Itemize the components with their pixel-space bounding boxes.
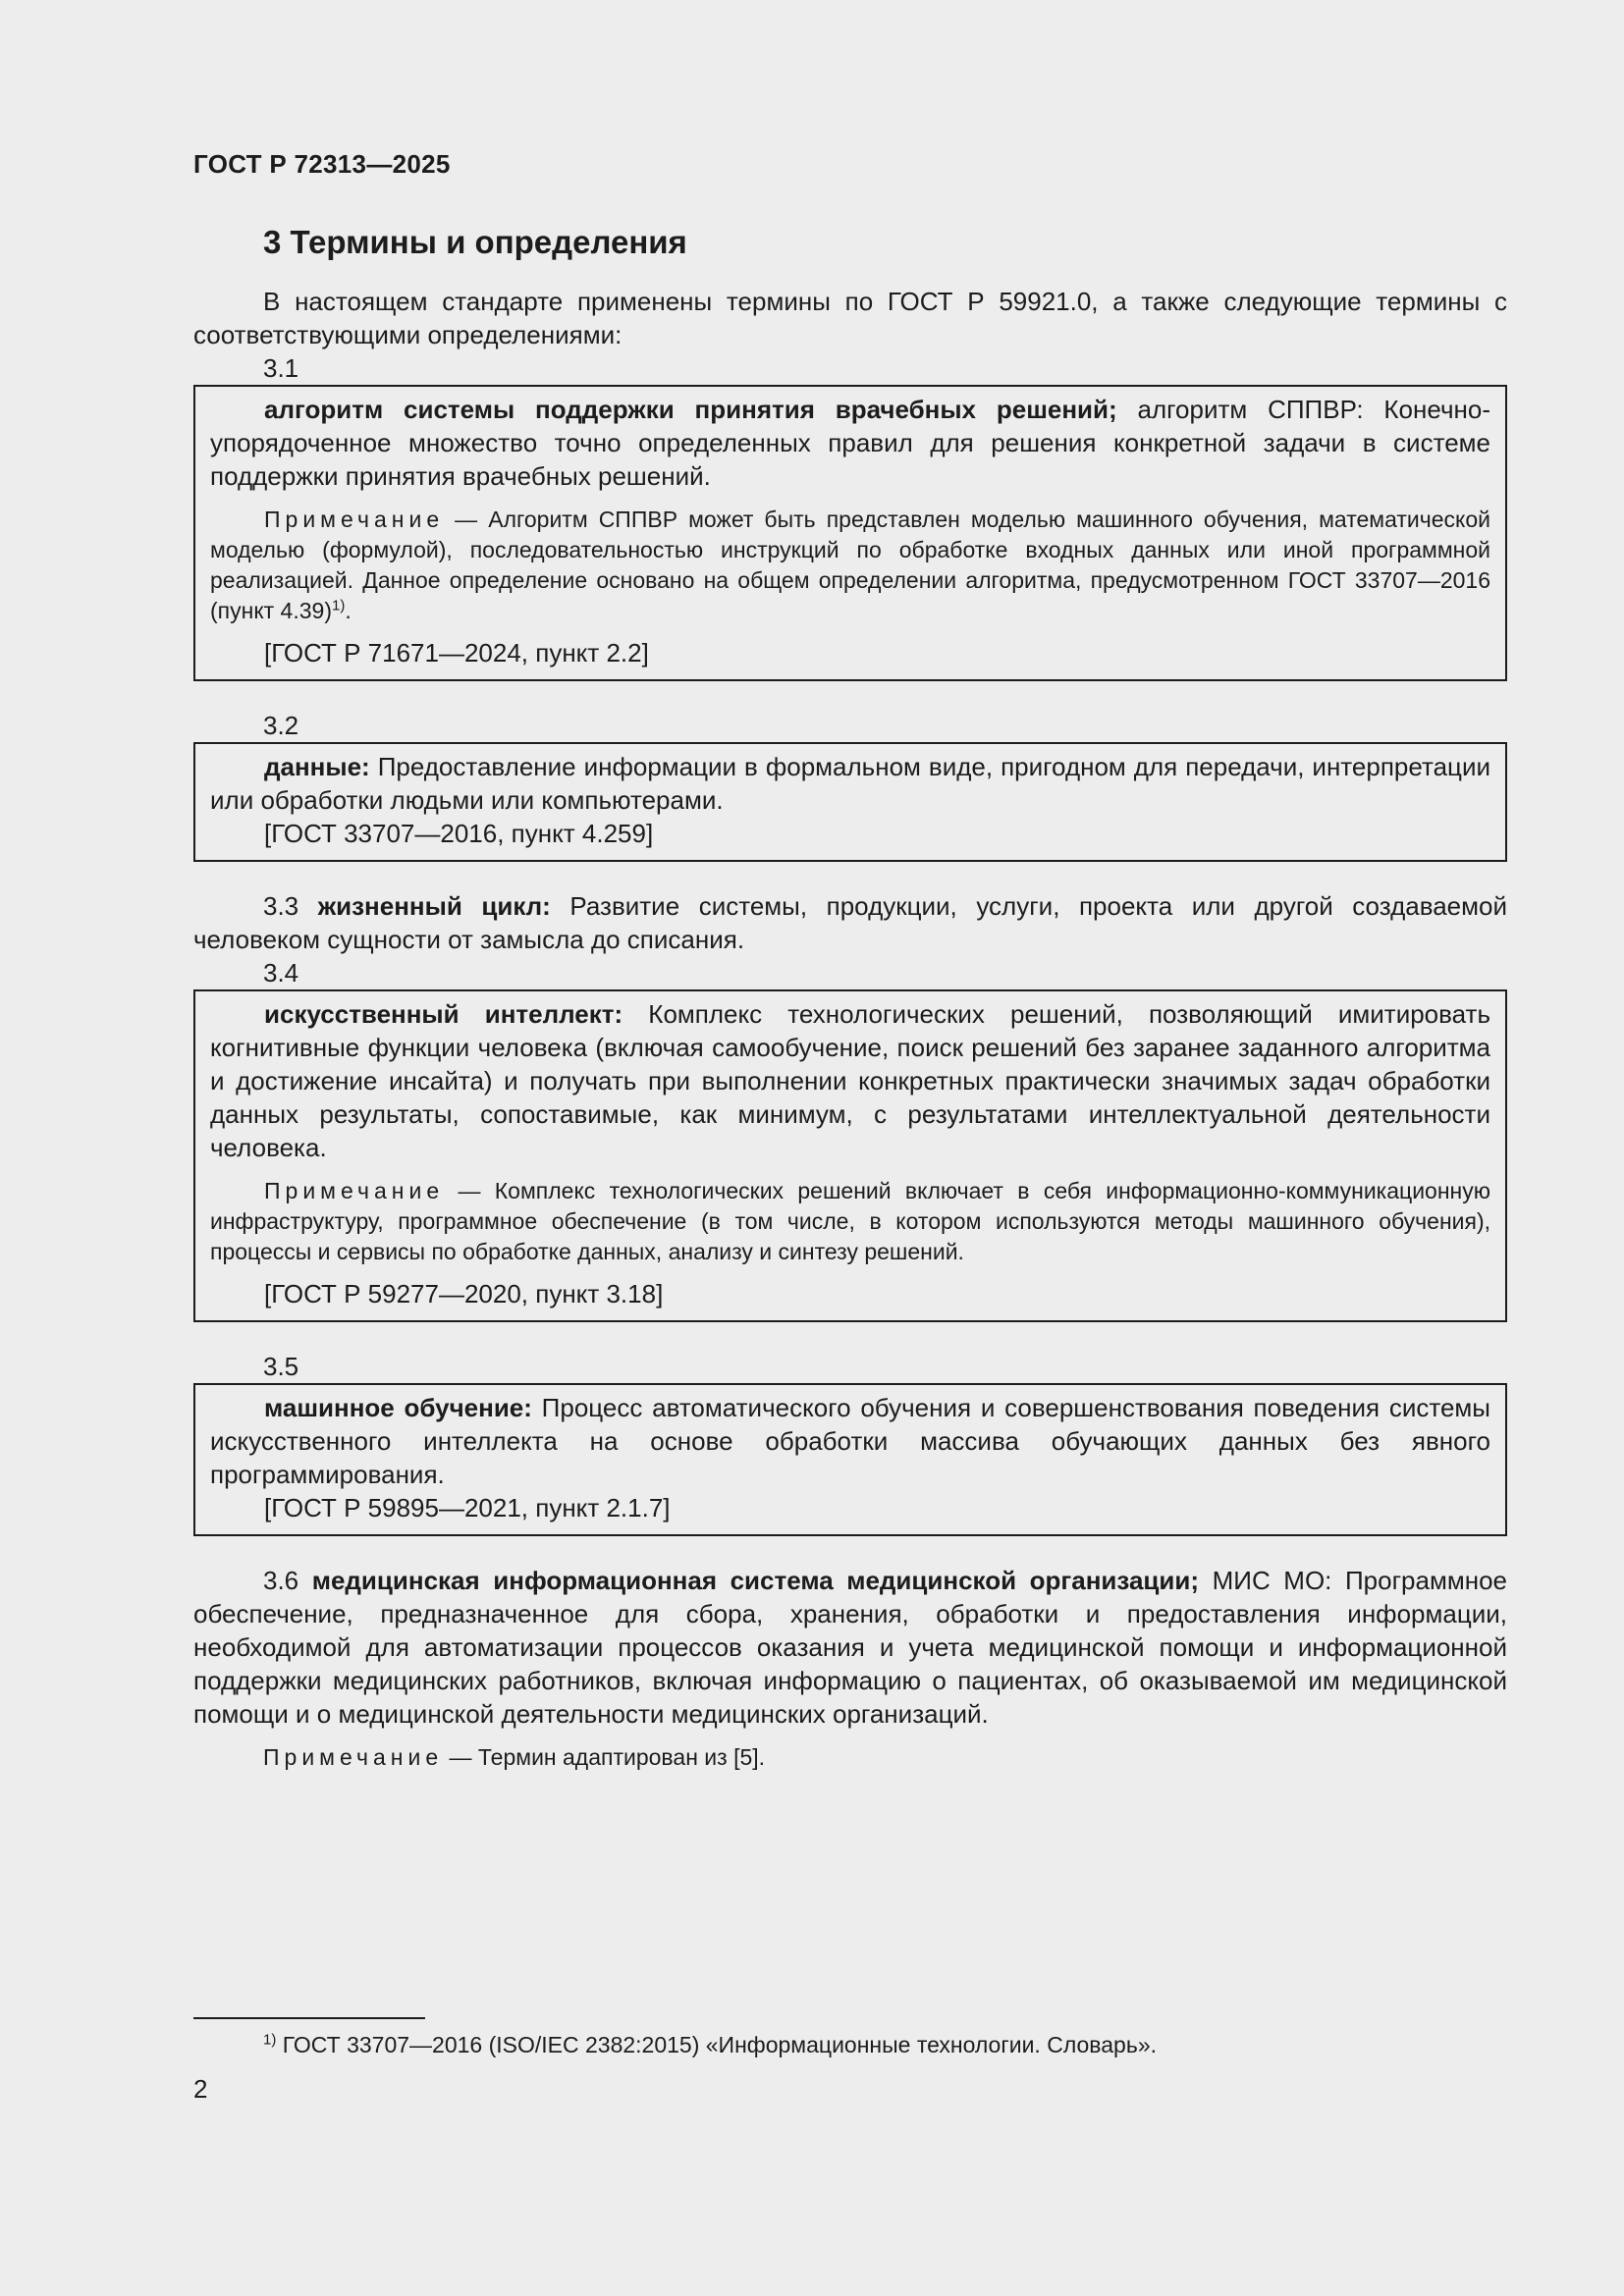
term-note	[193, 1742, 1507, 1773]
note-label: Примечание	[264, 1178, 445, 1203]
term-source: [ГОСТ Р 59895—2021, пункт 2.1.7]	[264, 1493, 671, 1522]
note-text: — Комплекс технологических решений включает в себя информационно-коммуникационную инфраструктуру, программное обеспечение (в том числе, в котором используются методы машинного обучения), процессы и сервисы по обработке данных, анализу и синтезу решений.	[210, 1178, 1490, 1264]
term-number: 3.6	[263, 1566, 299, 1595]
term-name: алгоритм системы поддержки принятия врачебных решений;	[264, 395, 1117, 424]
intro-paragraph: В настоящем стандарте применены термины по ГОСТ Р 59921.0, а также следующие термины с соответствующими определениями:	[193, 287, 1507, 349]
term-number: 3.5	[263, 1352, 299, 1381]
term-number: 3.4	[263, 958, 299, 988]
term-box	[193, 385, 1507, 681]
footnote-text: ГОСТ 33707—2016 (ISO/IEC 2382:2015) «Информационные технологии. Словарь».	[276, 2032, 1157, 2057]
term-definition	[210, 750, 1490, 817]
definition-text: Процесс автоматического обучения и совершенствования поведения системы искусственного интеллекта на основе обработки массива обучающих данных без явного программирования.	[210, 1393, 1490, 1489]
term-definition	[193, 889, 1507, 956]
term-box	[193, 1383, 1507, 1536]
term-definition	[210, 393, 1490, 493]
term-name: медицинская информационная система медицинской организации;	[311, 1566, 1200, 1595]
page-body	[193, 285, 1507, 1773]
term-name: искусственный интеллект:	[264, 999, 623, 1029]
section-title: 3 Термины и определения	[263, 224, 687, 260]
definition-text: Комплекс технологических решений, позволяющий имитировать когнитивные функции человека (включая самообучение, поиск решений без заранее заданного алгоритма и достижение инсайта) и получать при выполнении конкретных практически значимых задач обработки данных результаты, сопоставимые, как минимум, с результатами интеллектуальной деятельности человека.	[210, 999, 1490, 1162]
term-number: 3.2	[263, 711, 299, 740]
term-box	[193, 989, 1507, 1322]
definition-text: алгоритм СППВР: Конечно-упорядоченное множество точно определенных правил для решения конкретной задачи в системе поддержки принятия врачебных решений.	[210, 395, 1490, 491]
term-definition	[210, 1391, 1490, 1491]
note-text: — Термин адаптирован из [5].	[443, 1744, 766, 1770]
term-box	[193, 742, 1507, 862]
note-label: Примечание	[264, 507, 445, 532]
term-number: 3.1	[263, 353, 299, 383]
term-source: [ГОСТ Р 59277—2020, пункт 3.18]	[264, 1279, 664, 1308]
term-name: жизненный цикл:	[317, 891, 551, 921]
term-definition	[193, 1564, 1507, 1731]
footnote-reference: 1)	[331, 597, 346, 614]
definition-text: МИС МО: Программное обеспечение, предназначенное для сбора, хранения, обработки и предоставления информации, необходимой для автоматизации процессов оказания и учета медицинской помощи и информационной поддержки медицинских работников, включая информацию о пациентах, об оказываемой им медицинской помощи и о медицинской деятельности медицинских организаций.	[193, 1566, 1508, 1729]
term-source: [ГОСТ Р 71671—2024, пункт 2.2]	[264, 638, 649, 667]
footnote	[263, 2029, 1157, 2060]
document-header: ГОСТ Р 72313—2025	[193, 149, 451, 179]
footnote-marker: 1)	[263, 2031, 277, 2049]
note-text: — Алгоритм СППВР может быть представлен моделью машинного обучения, математической моделью (формулой), последовательностью инструкций по обработке входных данных или иной программной реализацией. Данное определение основано на общем определении алгоритма, предусмотренном ГОСТ 33707—2016 (пункт 4.39)	[210, 507, 1490, 623]
term-name: машинное обучение:	[264, 1393, 532, 1422]
footnote-divider	[193, 2017, 425, 2019]
term-source: [ГОСТ 33707—2016, пункт 4.259]	[264, 819, 654, 848]
page-number: 2	[193, 2074, 208, 2104]
note-label: Примечание	[263, 1744, 444, 1770]
note-end: .	[345, 598, 352, 623]
term-note	[210, 505, 1490, 626]
term-number: 3.3	[263, 891, 299, 921]
term-note	[210, 1176, 1490, 1267]
term-name: данные:	[264, 752, 370, 781]
definition-text: Предоставление информации в формальном виде, пригодном для передачи, интерпретации или обработки людьми или компьютерами.	[210, 752, 1490, 815]
definition-text: Развитие системы, продукции, услуги, проекта или другой создаваемой человеком сущности от замысла до списания.	[193, 891, 1507, 954]
term-definition	[210, 997, 1490, 1164]
